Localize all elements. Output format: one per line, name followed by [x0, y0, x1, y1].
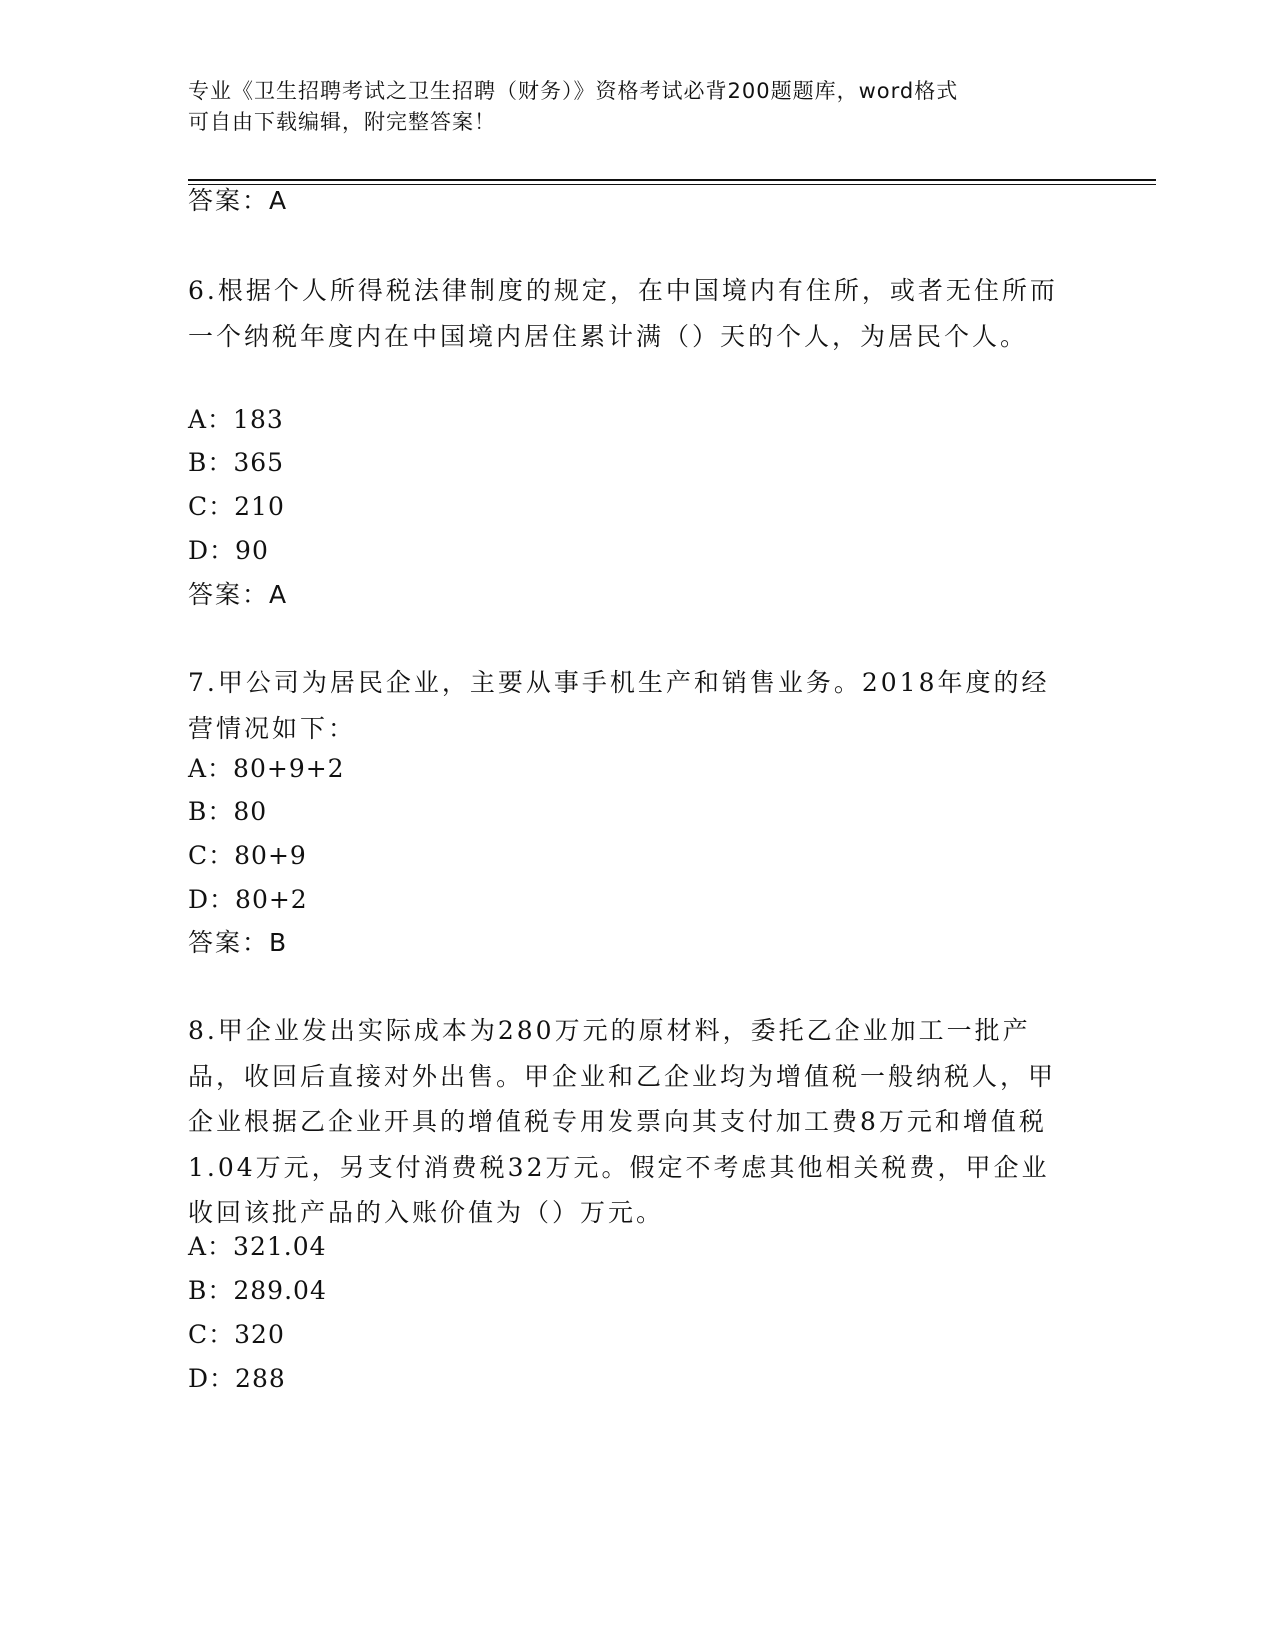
question-8-text: 8.甲企业发出实际成本为280万元的原材料，委托乙企业加工一批产品，收回后直接对外出售。甲企业和乙企业均为增值税一般纳税人，甲企业根据乙企业开具的增值税专用发票向其支付加工费8万元和增值税1.04万元，另支付消费税32万元。假定不考虑其他相关税费，甲企业收回该批产品的入账价值为（）万元。	[188, 1016, 1057, 1227]
question-7-answer: 答案：B	[188, 928, 289, 957]
question-7-text: 7.甲公司为居民企业，主要从事手机生产和销售业务。2018年度的经营情况如下：	[188, 668, 1050, 743]
question-8-option-b: B：289.04	[188, 1276, 327, 1305]
question-6-option-c: C：210	[188, 492, 285, 521]
header-rule-thin	[188, 184, 1156, 185]
question-6-text: 6.根据个人所得税法律制度的规定，在中国境内有住所，或者无住所而一个纳税年度内在中国境内居住累计满（）天的个人，为居民个人。	[188, 276, 1058, 351]
header-line-2: 可自由下载编辑，附完整答案！	[188, 110, 496, 134]
question-6-answer: 答案：A	[188, 580, 289, 609]
document-header	[188, 76, 1068, 138]
header-line-1: 专业《卫生招聘考试之卫生招聘（财务）》资格考试必背200题题库，word格式	[188, 79, 959, 103]
header-rule-thick	[188, 179, 1156, 181]
question-6-option-b: B：365	[188, 448, 285, 477]
question-6-option-d: D：90	[188, 536, 269, 565]
question-7-option-b: B：80	[188, 797, 268, 826]
question-8-option-a: A：321.04	[188, 1232, 327, 1261]
previous-answer: 答案：A	[188, 186, 289, 215]
question-7-option-a: A：80+9+2	[188, 754, 345, 783]
question-7-option-d: D：80+2	[188, 885, 308, 914]
question-8-option-d: D：288	[188, 1364, 286, 1393]
question-6-option-a: A：183	[188, 405, 284, 434]
question-8-option-c: C：320	[188, 1320, 285, 1349]
question-7-option-c: C：80+9	[188, 841, 307, 870]
